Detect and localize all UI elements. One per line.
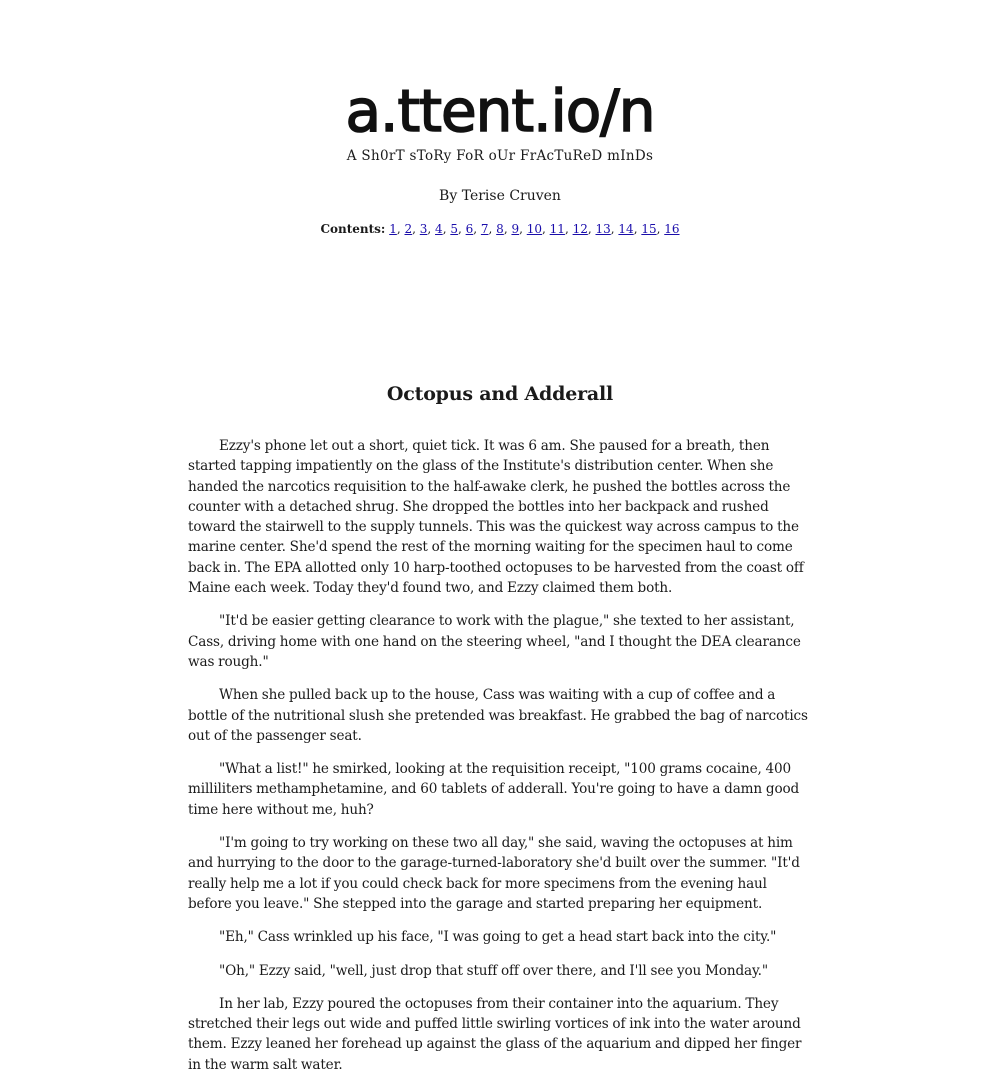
site-logo: a.ttent.io/n [345,77,655,145]
page-header [0,77,1000,236]
contents-nav [0,222,1000,236]
contents-link-15[interactable]: 15 [641,222,657,236]
contents-link-11[interactable]: 11 [549,222,565,236]
story-paragraph: "Oh," Ezzy said, "well, just drop that stuff off over there, and I'll see you Monday." [219,962,768,979]
contents-link-12[interactable]: 12 [572,222,588,236]
contents-link-8[interactable]: 8 [496,222,504,236]
story-paragraph: Ezzy's phone let out a short, quiet tick. It was 6 am. She paused for a breath, then started tapping impatiently on the glass of the Institute's distribution center. When she handed the narcotics requisition to the half-awake clerk, he pushed the bottles across the counter with a detached shrug. She dropped the bottles into her backpack and rushed toward the stairwell to the supply tunnels. This was the quickest way across campus to the marine center. She'd spend the rest of the morning waiting for the specimen haul to come back in. The EPA allotted only 10 harp-toothed octopuses to be harvested from the coast off Maine each week. Today they'd found two, and Ezzy claimed them both. [188,438,804,597]
chapter-title: Octopus and Adderall [386,383,614,405]
story-paragraph: "What a list!" he smirked, looking at the requisition receipt, "100 grams cocaine, 400 milliliters methamphetamine, and 60 tablets of adderall. You're going to have a damn good time here without me, huh? [188,761,800,818]
story-paragraph: "It'd be easier getting clearance to work with the plague," she texted to her assistant, Cass, driving home with one hand on the steering wheel, "and I thought the DEA clearance was rough." [188,613,801,670]
contents-link-16[interactable]: 16 [664,222,680,236]
site-subtitle: A Sh0rT sToRy FoR oUr FrAcTuReD mInDs [346,148,654,164]
contents-link-10[interactable]: 10 [526,222,543,236]
contents-link-7[interactable]: 7 [480,222,489,236]
story-body [188,436,813,1088]
story-paragraph: In her lab, Ezzy poured the octopuses from their container into the aquarium. They stretched their legs out wide and puffed little swirling vortices of ink into the water around them. Ezzy leaned her forehead up against the glass of the aquarium and dipped her finger in the warm salt water. [188,995,802,1073]
contents-links: 1, 2, 3, 4, 5, 6, 7, 8, 9, 10, 11, 12, 13, 14, 15, 16 [389,222,680,236]
contents-link-2[interactable]: 2 [404,222,413,236]
contents-link-1[interactable]: 1 [389,222,397,236]
contents-label: Contents: [320,222,386,236]
contents-link-4[interactable]: 4 [435,222,443,236]
story-paragraph: When she pulled back up to the house, Cass was waiting with a cup of coffee and a bottle of the nutritional slush she pretended was breakfast. He grabbed the bag of narcotics out of the passenger seat. [188,687,808,744]
contents-link-13[interactable]: 13 [595,222,611,236]
contents-link-5[interactable]: 5 [450,222,458,236]
contents-link-14[interactable]: 14 [618,222,634,236]
contents-link-6[interactable]: 6 [465,222,474,236]
story-paragraph: "I'm going to try working on these two all day," she said, waving the octopuses at him and hurrying to the door to the garage-turned-laboratory she'd built over the summer. "It'd really help me a lot if you could check back for more specimens from the evening haul before you leave." She stepped into the garage and started preparing her equipment. [188,835,800,912]
contents-link-9[interactable]: 9 [511,222,520,236]
author-byline: By Terise Cruven [439,188,561,204]
contents-link-3[interactable]: 3 [419,222,428,236]
story-paragraph: "Eh," Cass wrinkled up his face, "I was going to get a head start back into the city." [219,929,777,946]
